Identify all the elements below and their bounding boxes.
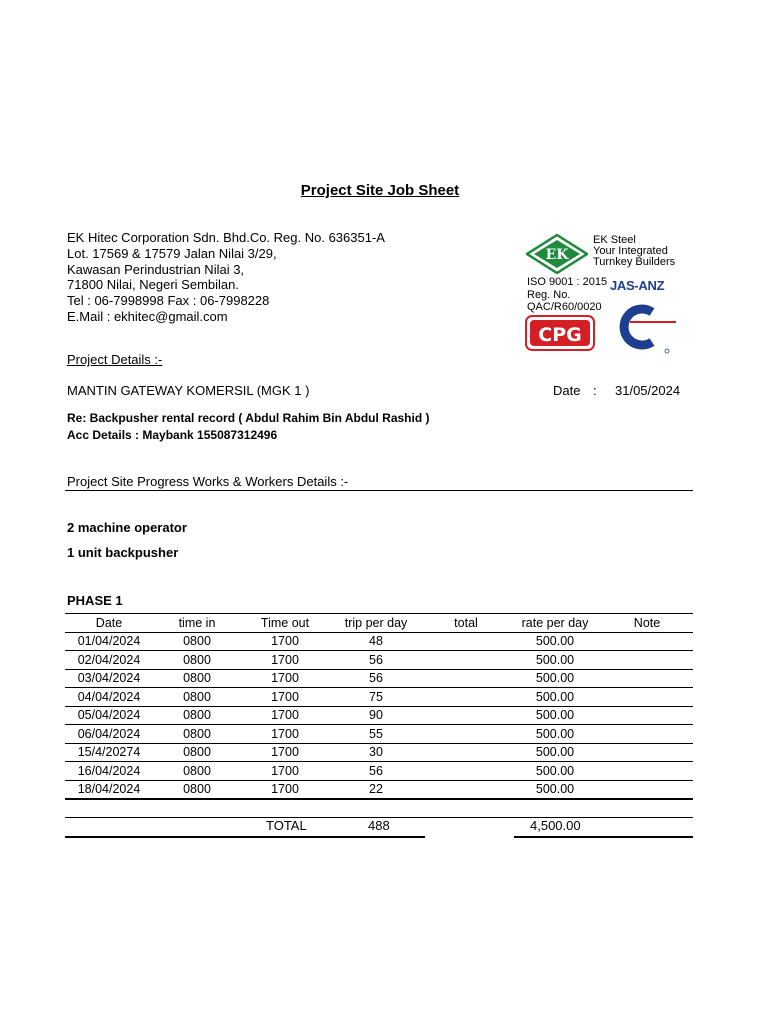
- cell-time-in: 0800: [153, 706, 241, 725]
- cell-note: [601, 651, 693, 670]
- cell-rate-per-day: 500.00: [509, 725, 601, 744]
- cell-note: [601, 706, 693, 725]
- cell-trip-per-day: 30: [329, 743, 423, 762]
- company-email: E.Mail : ekhitec@gmail.com: [67, 308, 228, 324]
- column-header-note: Note: [601, 614, 693, 633]
- cell-trip-per-day: 56: [329, 651, 423, 670]
- column-header-rate-per-day: rate per day: [509, 614, 601, 633]
- date-label: Date: [553, 383, 581, 398]
- jas-anz-logo: JAS-ANZ: [610, 278, 665, 293]
- cell-time-in: 0800: [153, 632, 241, 651]
- table-row: [65, 725, 693, 744]
- cell-time-out: 1700: [241, 762, 329, 781]
- company-name: EK Hitec Corporation Sdn. Bhd.Co. Reg. No. 636351-A: [67, 230, 385, 245]
- column-header-total: total: [423, 614, 509, 633]
- cell-total: [423, 725, 509, 744]
- iso-reg-label: Reg. No.: [527, 288, 571, 301]
- iso-reg-number: QAC/R60/0020: [527, 301, 602, 313]
- cell-total: [423, 651, 509, 670]
- cell-time-out: 1700: [241, 669, 329, 688]
- total-label: TOTAL: [266, 818, 307, 833]
- phase-label: PHASE 1: [67, 593, 123, 608]
- cell-time-in: 0800: [153, 669, 241, 688]
- job-records-table: [65, 613, 693, 800]
- cell-date: 06/04/2024: [65, 725, 153, 744]
- machine-operator-count: 2 machine operator: [67, 520, 187, 535]
- table-row: [65, 669, 693, 688]
- cell-time-out: 1700: [241, 688, 329, 707]
- ek-tagline-line: EK Steel: [593, 234, 636, 246]
- ek-logo-mark: EK: [545, 247, 569, 263]
- cell-date: 16/04/2024: [65, 762, 153, 781]
- cell-trip-per-day: 55: [329, 725, 423, 744]
- cell-time-out: 1700: [241, 725, 329, 744]
- total-trips: 488: [368, 818, 390, 833]
- company-address-line: Lot. 17569 & 17579 Jalan Nilai 3/29,: [67, 245, 277, 261]
- cell-note: [601, 669, 693, 688]
- iso-certification: [527, 276, 607, 314]
- section-divider: [65, 490, 693, 491]
- cell-time-in: 0800: [153, 762, 241, 781]
- total-amount: 4,500.00: [530, 818, 581, 833]
- project-details-label: Project Details :-: [67, 352, 163, 367]
- account-details: Acc Details : Maybank 155087312496: [67, 428, 278, 442]
- cell-time-in: 0800: [153, 688, 241, 707]
- company-phone: Tel : 06-7998998 Fax : 06-7998228: [67, 293, 270, 309]
- ek-tagline-line: Turnkey Builders: [593, 256, 676, 268]
- cell-rate-per-day: 500.00: [509, 688, 601, 707]
- cpg-logo: [525, 315, 595, 351]
- cell-rate-per-day: 500.00: [509, 762, 601, 781]
- column-header-trip-per-day: trip per day: [329, 614, 423, 633]
- cell-total: [423, 743, 509, 762]
- ek-logo: [526, 234, 588, 274]
- cell-trip-per-day: 22: [329, 780, 423, 799]
- cell-rate-per-day: 500.00: [509, 669, 601, 688]
- table-row: [65, 632, 693, 651]
- cell-total: [423, 706, 509, 725]
- date-colon: :: [593, 383, 597, 398]
- cell-note: [601, 743, 693, 762]
- cell-time-in: 0800: [153, 780, 241, 799]
- cell-date: 05/04/2024: [65, 706, 153, 725]
- cell-rate-per-day: 500.00: [509, 651, 601, 670]
- table-header-row: [65, 614, 693, 633]
- total-trips-underline: [65, 836, 425, 838]
- cpg-logo-text: CPG: [538, 324, 582, 346]
- column-header-time-out: Time out: [241, 614, 329, 633]
- progress-details-label: Project Site Progress Works & Workers Details :-: [67, 474, 349, 489]
- table-row: [65, 762, 693, 781]
- company-address-line: Kawasan Perindustrian Nilai 3,: [67, 261, 245, 277]
- cell-rate-per-day: 500.00: [509, 743, 601, 762]
- cell-time-in: 0800: [153, 725, 241, 744]
- cell-time-out: 1700: [241, 780, 329, 799]
- cell-time-out: 1700: [241, 632, 329, 651]
- cell-time-out: 1700: [241, 651, 329, 670]
- cell-note: [601, 688, 693, 707]
- reference-line: Re: Backpusher rental record ( Abdul Rahim Bin Abdul Rashid ): [67, 411, 430, 425]
- cell-time-in: 0800: [153, 743, 241, 762]
- cell-trip-per-day: 56: [329, 669, 423, 688]
- iso-standard: ISO 9001 : 2015: [527, 276, 608, 288]
- cell-date: 15/4/20274: [65, 743, 153, 762]
- column-header-time-in: time in: [153, 614, 241, 633]
- column-header-date: Date: [65, 614, 153, 633]
- cell-time-out: 1700: [241, 743, 329, 762]
- cell-rate-per-day: 500.00: [509, 780, 601, 799]
- total-amount-underline: [514, 836, 693, 838]
- backpusher-unit-count: 1 unit backpusher: [67, 545, 179, 560]
- cell-total: [423, 688, 509, 707]
- ek-tagline-line: Your Integrated: [593, 245, 668, 257]
- cell-trip-per-day: 48: [329, 632, 423, 651]
- project-name: MANTIN GATEWAY KOMERSIL (MGK 1 ): [67, 383, 310, 398]
- cell-note: [601, 725, 693, 744]
- company-address: [67, 230, 385, 325]
- cell-time-in: 0800: [153, 651, 241, 670]
- table-row: [65, 743, 693, 762]
- cell-note: [601, 762, 693, 781]
- cell-total: [423, 669, 509, 688]
- page-title: Project Site Job Sheet: [300, 182, 460, 199]
- table-row: [65, 780, 693, 799]
- cell-note: [601, 632, 693, 651]
- cell-date: 01/04/2024: [65, 632, 153, 651]
- cell-total: [423, 762, 509, 781]
- ek-tagline: [593, 235, 675, 268]
- cell-trip-per-day: 56: [329, 762, 423, 781]
- cell-note: [601, 780, 693, 799]
- cell-rate-per-day: 500.00: [509, 632, 601, 651]
- certification-c-logo: [610, 298, 676, 356]
- date-value: 31/05/2024: [615, 383, 681, 398]
- table-row: [65, 688, 693, 707]
- cell-time-out: 1700: [241, 706, 329, 725]
- cell-trip-per-day: 75: [329, 688, 423, 707]
- cell-date: 03/04/2024: [65, 669, 153, 688]
- table-row: [65, 706, 693, 725]
- table-row: [65, 651, 693, 670]
- cell-date: 04/04/2024: [65, 688, 153, 707]
- company-address-line: 71800 Nilai, Negeri Sembilan.: [67, 277, 239, 293]
- cell-date: 18/04/2024: [65, 780, 153, 799]
- cell-total: [423, 780, 509, 799]
- cell-total: [423, 632, 509, 651]
- cell-rate-per-day: 500.00: [509, 706, 601, 725]
- cell-trip-per-day: 90: [329, 706, 423, 725]
- cell-date: 02/04/2024: [65, 651, 153, 670]
